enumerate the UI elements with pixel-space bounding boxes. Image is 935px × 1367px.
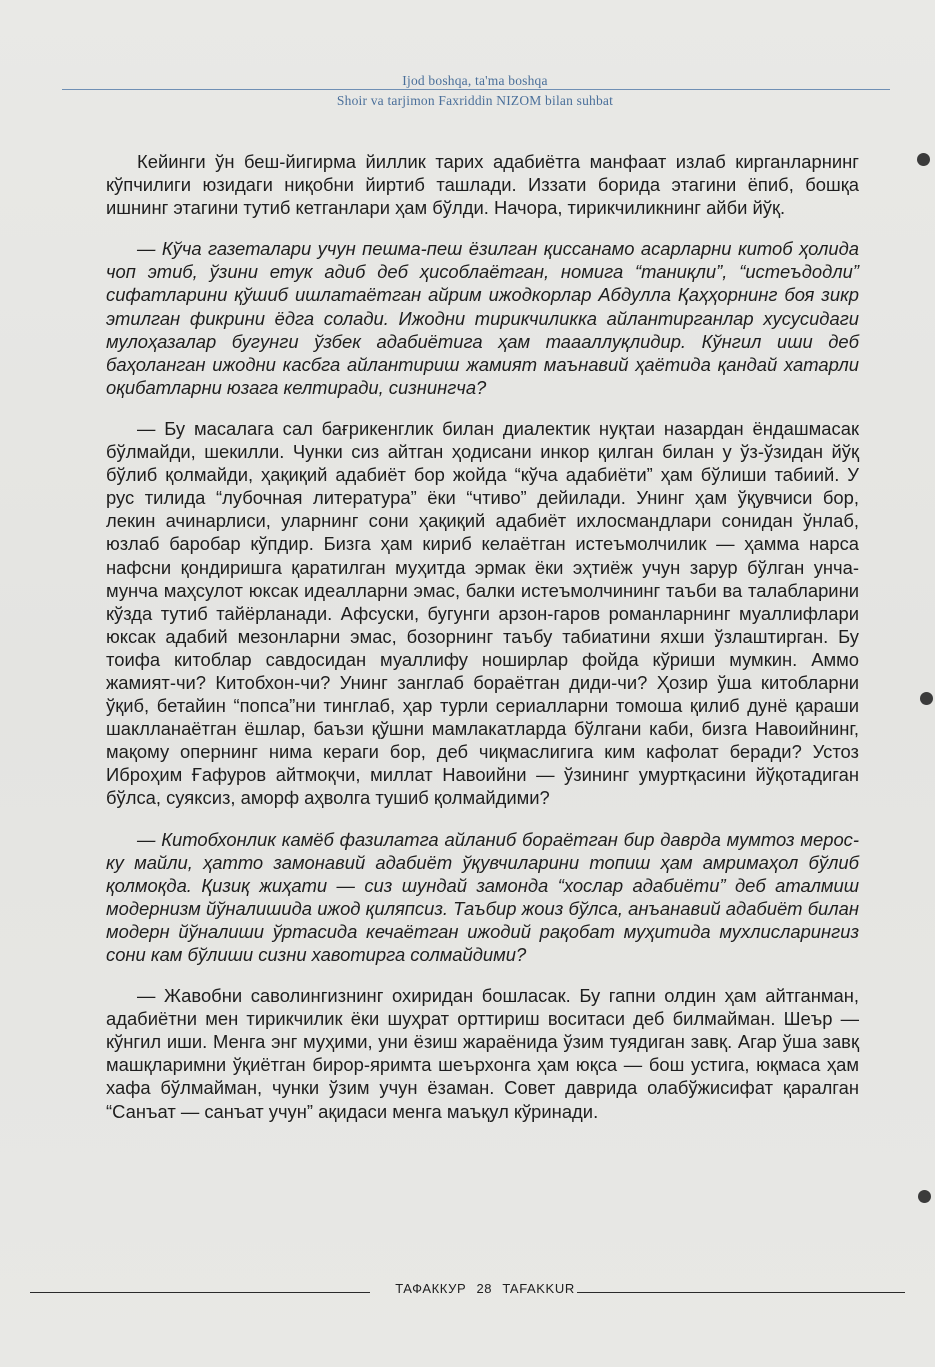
paragraph-question: — Кўча газеталари учун пешма-пеш ёзилган қиссанамо асарларни китоб ҳолида чоп этиб, ўзини етук адиб деб ҳисоблаётган, номига “таниқли”, “истеъдодли” сифатларини қўшиб ишлатаётган айрим ижодкорлар Абдулла Қаҳҳорнинг боя зикр этилган фикрини ёдга солади. Ижодни тирикчиликка айлантирганлар хусусидаги мулоҳазалар бугунги ўзбек адабиётига ҳам таааллуқлидир. Кўнгил иши деб баҳоланган ижодни касбга айлантириш жамият маънавий ҳаётида қандай хатарли оқибатларни юзага келтиради, сизнингча? <box>106 238 859 398</box>
footer-rule-left <box>30 1292 370 1293</box>
page-number: 28 <box>476 1281 493 1296</box>
running-head-title: Ijod boshqa, ta'ma boshqa <box>402 73 548 88</box>
footer-rule-right <box>577 1292 905 1293</box>
paragraph-question: — Китобхонлик камёб фазилатга айланиб бораётган бир даврда мумтоз мерос-ку майли, ҳатто замонавий адабиёт ўқувчиларини топиш ҳам амримаҳол бўлиб қолмоқда. Қизиқ жиҳати — сиз шундай замонда “хослар адабиёти” деб аталмиш модернизм йўналишида ижод қиляпсиз. Таъбир жоиз бўлса, анъанавий адабиёт билан модерн йўналиши ўртасида кечаётган ижодий рақобат муҳитида мухлисларингиз сони кам бўлиши сизни хавотирга солмайдими? <box>106 828 859 965</box>
paragraph-answer: — Жавобни саволингизнинг охиридан бошласак. Бу гапни олдин ҳам айтганман, адабиётни мен тирикчилик ёки шуҳрат орттириш воситаси деб билмайман. Шеър — кўнгил иши. Менга энг муҳими, уни ёзиш жараёнида ўзим туядиган завқ. Агар ўша завқ машқларимни ўқиётган бирор-яримта шеърхонга ҳам юқса — бош устига, юқмаса ҳам хафа бўлмайман, чунки ўзим учун ёзаман. Совет даврида олабўжисифат қаралган “Санъат — санъат учун” ақидаси менга маъқул кўринади. <box>106 985 859 1122</box>
footer-label <box>380 1281 590 1296</box>
paragraph-answer: — Бу масалага сал бағрикенглик билан диалектик нуқтаи назардан ёндашмасак бўлмайди, шекилли. Чунки сиз айтган ҳодисани инкор қилган билан у ўз-ўзидан йўқ бўлиб қолмайди, ҳақиқий адабиёт бор жойда “кўча адабиёти” ҳам бўлиши табиий. У рус тилида “лубочная литература” ёки “чтиво” дейилади. Унинг ҳам ўқувчиси бор, лекин ачинарлиси, уларнинг сони ҳақиқий адабиёт ихлосмандлари сонидан ўнлаб, юзлаб баробар кўпдир. Бизга ҳам кириб келаётган истеъмолчилик — ҳамма нарса нафсни қондиришга қаратилган муҳитда эрмак ёки эҳтиёж учун зарур бўлган унча-мунча маҳсулот юксак идеалларни эмас, балки истеъмолчининг таъби ва талабларини кўзда тутиб тайёрланади. Афсуски, бугунги арзон-гаров романларнинг муаллифлари юксак адабий мезонларни эмас, бозорнинг таъбу табиатини яхши ўзлаштирган. Бу тоифа китоблар савдосидан муаллифу ноширлар фойда кўриши мумкин. Аммо жамият-чи? Китобхон-чи? Унинг занглаб бораётган диди-чи? Ҳозир ўша китобларни ўқиб, бетайин “попса”ни тинглаб, ҳар турли сериалларни томоша қилиб дунё қараши шаклланаётган ёшлар, баъзи қўшни мамлакатларда бўлгани каби, бизга Навоийнинг, мақому опернинг нима кераги бор, деб чиқмаслигига ким кафолат беради? Устоз Иброҳим Ғафуров айтмоқчи, миллат Навоийни — ўзининг умуртқасини йўқотадиган бўлса, суяксиз, аморф аҳволга тушиб қолмайдими? <box>106 417 859 809</box>
paragraph-answer: Кейинги ўн беш-йигирма йиллик тарих адабиётга манфаат излаб кирганларнинг кўпчилиги юзидаги ниқобни йиртиб ташлади. Иззати борида этагини ёпиб, бошқа ишнинг этагини тутиб кетганлари ҳам бўлди. Начора, тирикчиликнинг айби йўқ. <box>106 151 859 219</box>
punch-hole-icon <box>918 1190 931 1203</box>
punch-hole-icon <box>917 153 930 166</box>
page-footer <box>30 1281 905 1303</box>
footer-journal-latin: TAFAKKUR <box>502 1281 575 1296</box>
running-head-subtitle: Shoir va tarjimon Faxriddin NIZOM bilan suhbat <box>336 93 614 108</box>
punch-hole-icon <box>920 692 933 705</box>
header-rule <box>62 89 890 90</box>
footer-journal-cyrillic: ТАФАККУР <box>395 1281 467 1296</box>
article-body <box>106 150 859 1123</box>
